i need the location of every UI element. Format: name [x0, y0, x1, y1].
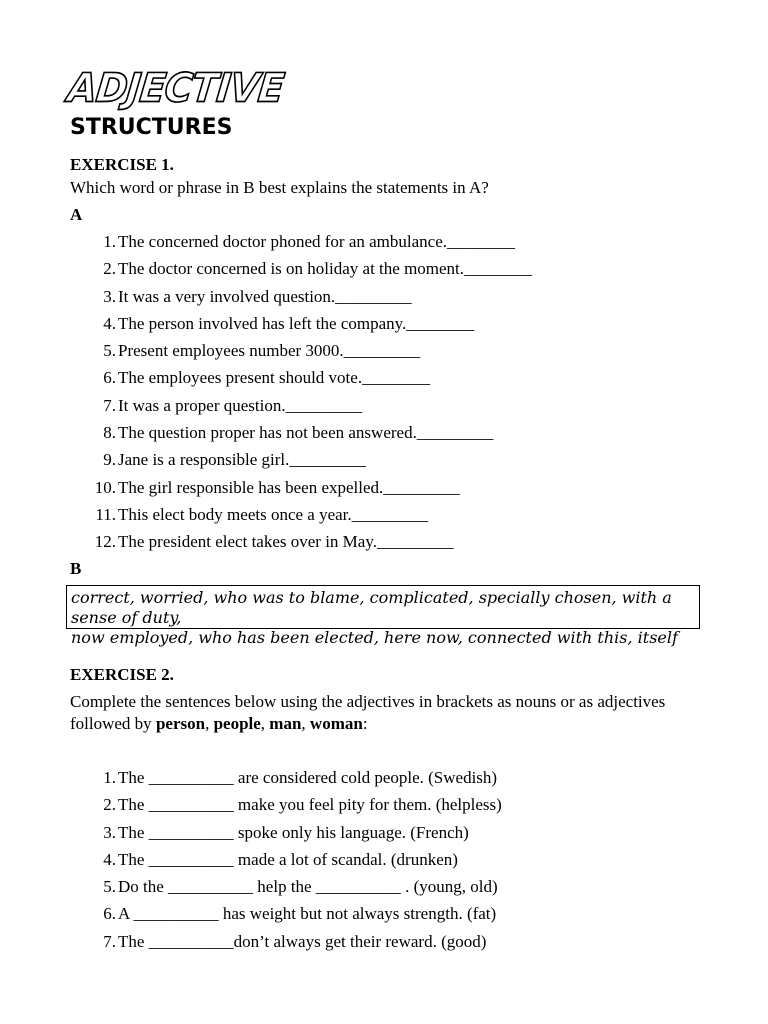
list-item: [92, 367, 532, 394]
list-item: [92, 477, 532, 504]
item-text: Do the __________ help the __________ . (young, old): [118, 877, 498, 897]
item-number: 4.: [103, 849, 116, 869]
list-item: [92, 849, 502, 876]
item-text: This elect body meets once a year._________: [118, 504, 429, 524]
item-text: The question proper has not been answered._________: [118, 423, 494, 443]
item-text: Present employees number 3000._________: [118, 341, 421, 361]
word-bank-line: now employed, who has been elected, here now, connected with this, itself: [71, 628, 678, 647]
item-number: 2.: [103, 795, 116, 815]
item-number: 1.: [103, 768, 116, 787]
item-text: The __________ are considered cold people. (Swedish): [118, 768, 498, 787]
item-number: 10.: [94, 477, 116, 497]
list-item: [92, 313, 532, 340]
item-text: The doctor concerned is on holiday at the moment.________: [118, 259, 533, 279]
keyword-man: man: [269, 714, 302, 733]
item-text: The __________ made a lot of scandal. (drunken): [118, 849, 458, 869]
list-item: [92, 504, 532, 531]
list-item: [92, 767, 502, 794]
exercise1-heading: EXERCISE 1.: [70, 155, 174, 174]
item-text: The girl responsible has been expelled._________: [118, 477, 460, 497]
section-b-label: B: [70, 559, 82, 578]
section-a-label: A: [70, 205, 83, 224]
item-number: 6.: [103, 368, 116, 388]
item-text: A __________ has weight but not always strength. (fat): [118, 904, 497, 924]
item-number: 12.: [94, 532, 116, 552]
list-item: [92, 794, 502, 821]
item-number: 6.: [103, 904, 116, 924]
exercise2-list: [92, 767, 502, 958]
exercise1-instruction: Which word or phrase in B best explains the statements in A?: [70, 178, 489, 197]
instruction-line: Complete the sentences below using the adjectives in brackets as nouns or as adjectives: [70, 692, 666, 711]
item-text: The employees present should vote.________: [118, 368, 431, 388]
item-text: The concerned doctor phoned for an ambulance.________: [118, 232, 515, 251]
title-logo: ADJECTIVE: [65, 64, 286, 112]
item-text: The __________ spoke only his language. (French): [118, 822, 469, 842]
item-number: 2.: [103, 259, 116, 279]
keyword-woman: woman: [309, 714, 363, 733]
keyword-people: people: [213, 714, 261, 733]
item-number: 1.: [103, 232, 116, 251]
item-number: 3.: [103, 822, 116, 842]
item-number: 7.: [103, 931, 116, 951]
item-number: 7.: [103, 395, 116, 415]
separator: ,: [301, 714, 310, 733]
separator: ,: [205, 714, 214, 733]
item-text: It was a very involved question._________: [118, 286, 412, 306]
list-item: [92, 258, 532, 285]
instruction-end: :: [362, 714, 368, 733]
word-bank-line: correct, worried, who was to blame, complicated, specially chosen, with a sense of duty,: [71, 588, 672, 627]
exercise2-instruction: [70, 691, 700, 735]
exercise1-list: [92, 231, 532, 559]
list-item: [92, 286, 532, 313]
list-item: [92, 422, 532, 449]
word-bank-box: [66, 585, 700, 647]
exercise2-heading: EXERCISE 2.: [70, 665, 174, 684]
keyword-person: person: [155, 714, 206, 733]
list-item: [92, 903, 502, 930]
list-item: [92, 340, 532, 367]
item-number: 5.: [103, 341, 116, 361]
instruction-text: followed by: [70, 714, 156, 733]
item-number: 11.: [95, 504, 116, 524]
item-number: 5.: [103, 877, 116, 897]
separator: ,: [260, 714, 270, 733]
instruction-line: [70, 713, 700, 735]
list-item: [92, 449, 532, 476]
item-text: Jane is a responsible girl._________: [118, 450, 366, 470]
item-number: 8.: [103, 423, 116, 443]
item-number: 3.: [103, 286, 116, 306]
item-text: It was a proper question._________: [118, 395, 363, 415]
item-text: The __________don’t always get their reward. (good): [118, 931, 487, 951]
list-item: [92, 931, 502, 958]
list-item: [92, 231, 532, 258]
list-item: [92, 395, 532, 422]
list-item: [92, 876, 502, 903]
item-number: 9.: [103, 450, 116, 470]
item-text: The __________ make you feel pity for them. (helpless): [118, 795, 502, 815]
item-text: The president elect takes over in May._________: [118, 532, 454, 552]
page-subtitle: STRUCTURES: [70, 115, 233, 140]
item-text: The person involved has left the company.________: [118, 313, 475, 333]
list-item: [92, 822, 502, 849]
item-number: 4.: [103, 313, 116, 333]
list-item: [92, 531, 532, 558]
